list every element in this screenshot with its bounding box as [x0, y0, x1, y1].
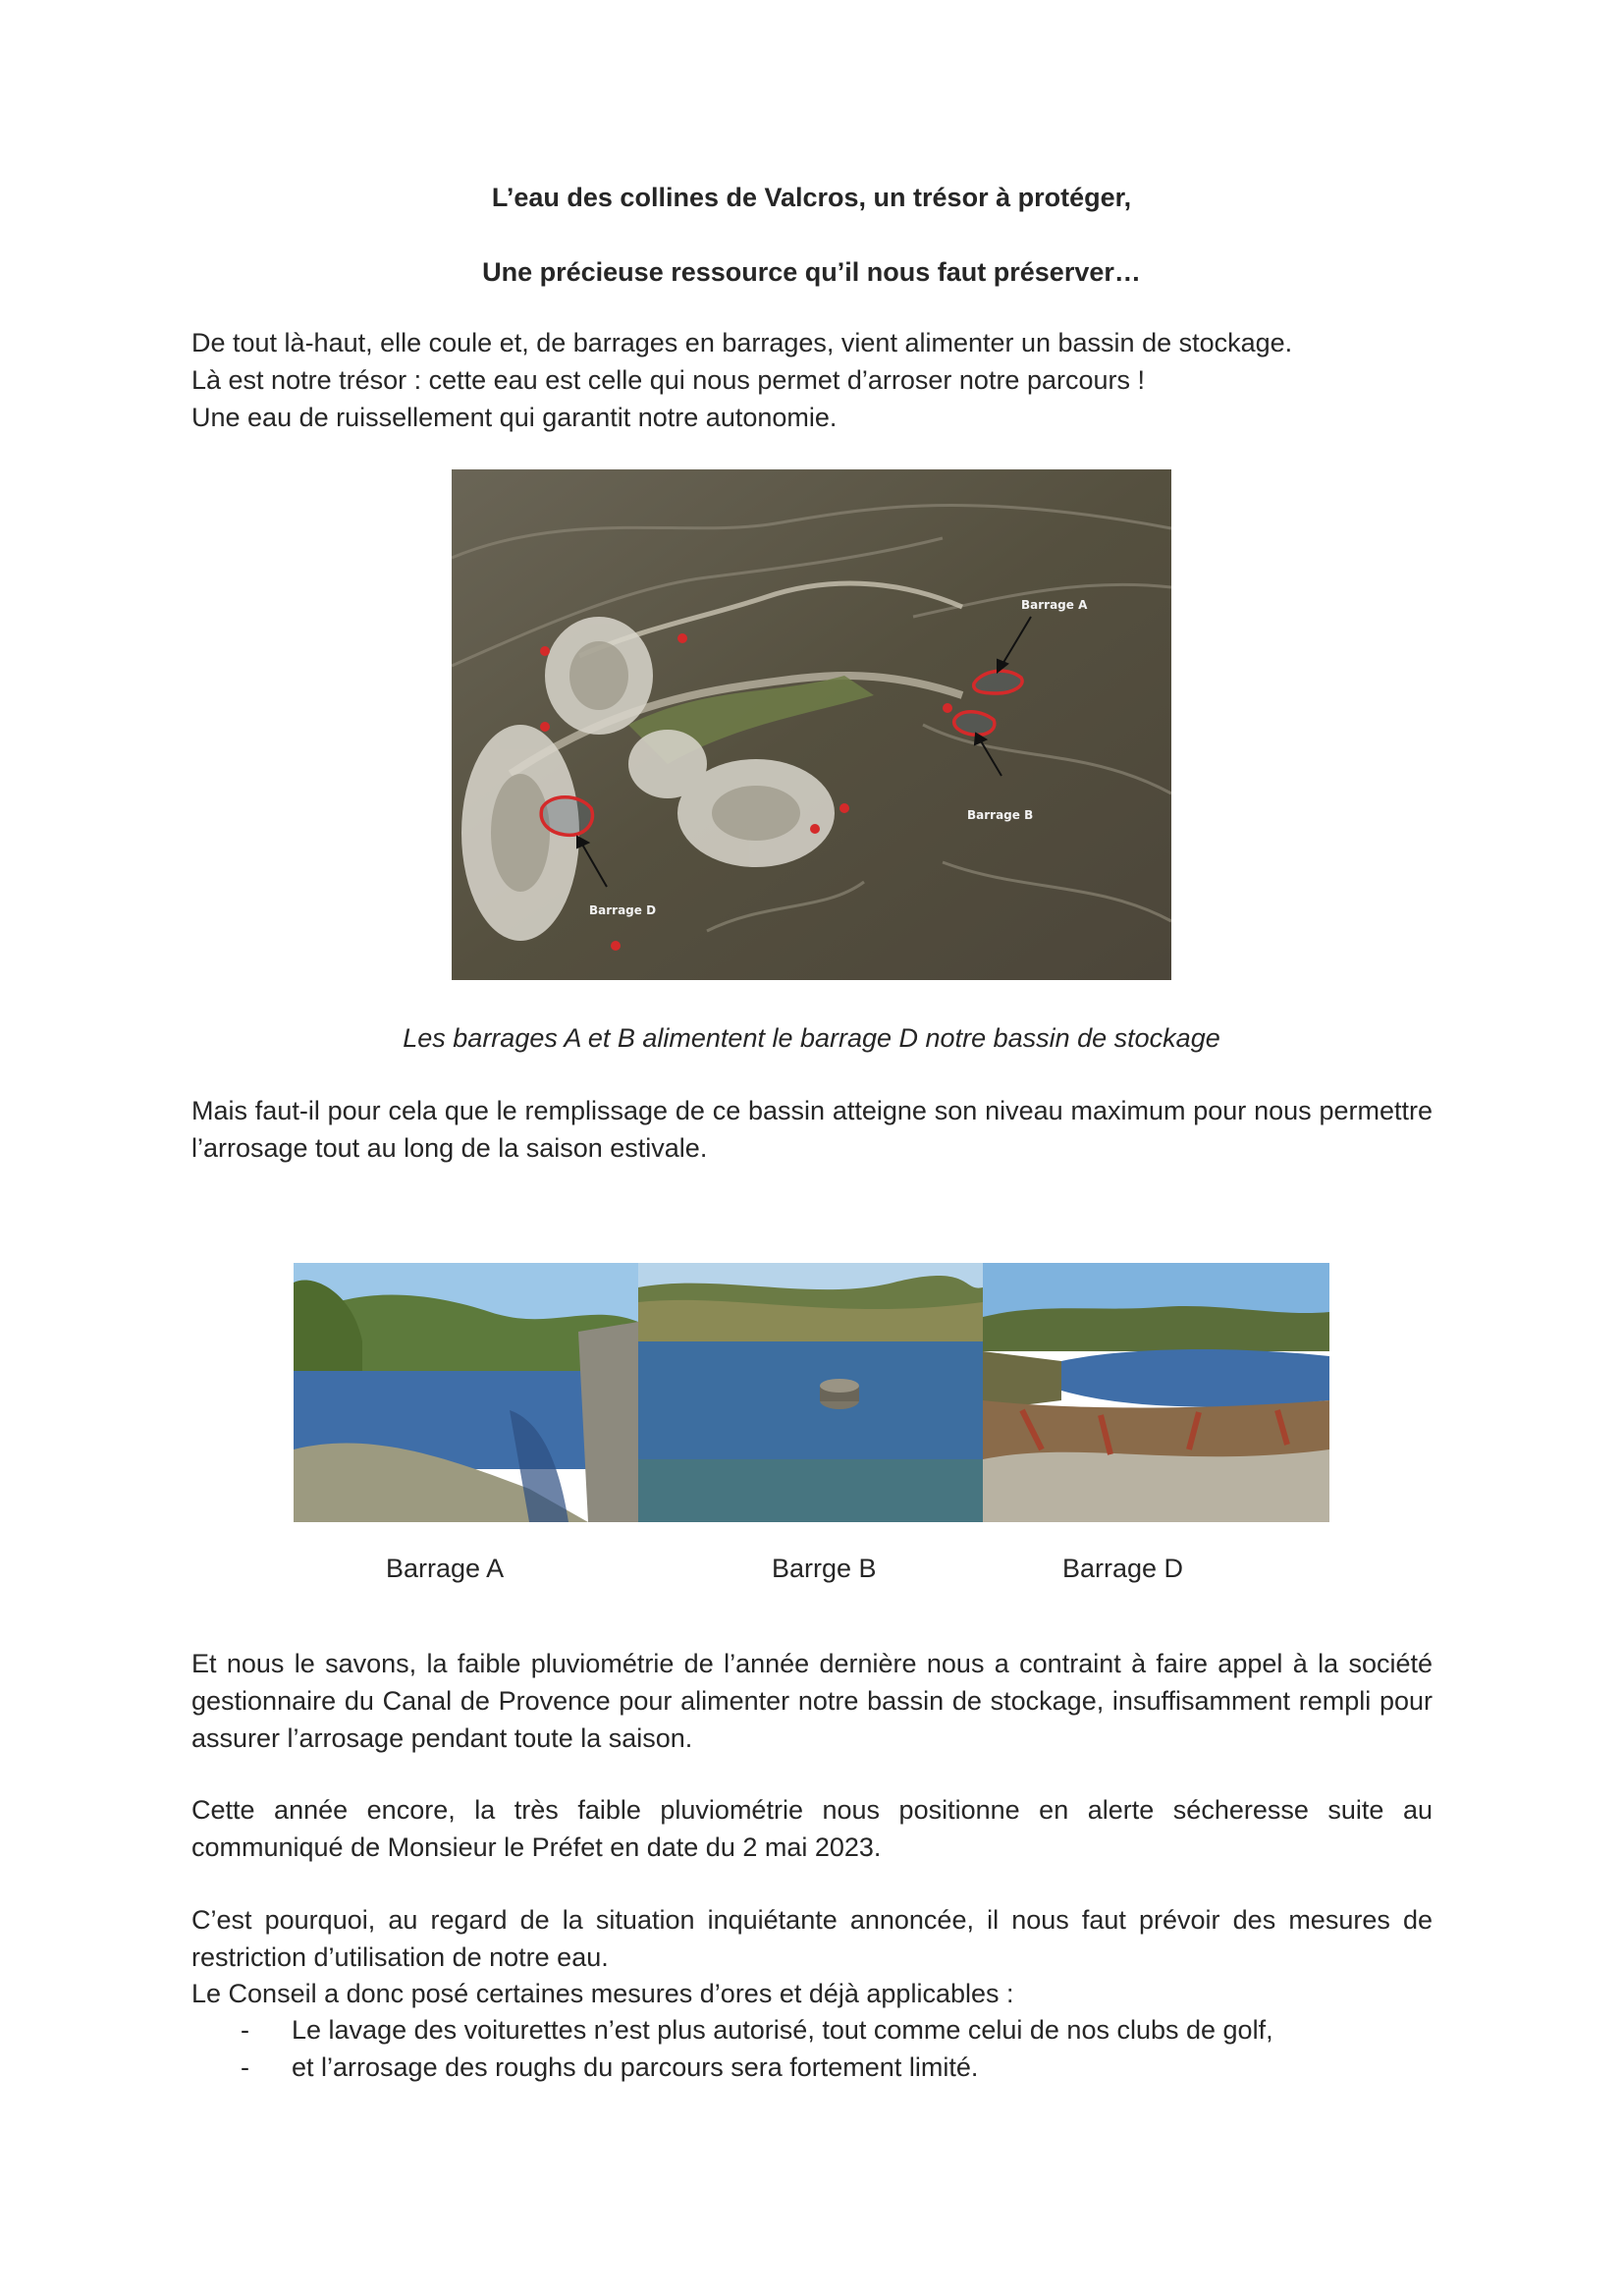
- intro-paragraph: [191, 324, 1433, 436]
- map-caption: Les barrages A et B alimentent le barrage D notre bassin de stockage: [403, 1023, 1220, 1053]
- map-label-barrage-b: Barrage B: [967, 808, 1034, 822]
- photo-barrage-a: [294, 1263, 638, 1522]
- reservoir-photos: [294, 1263, 1329, 1522]
- document-subtitle: Une précieuse ressource qu’il nous faut préserver…: [482, 257, 1141, 287]
- bullet-dash: -: [241, 2052, 249, 2082]
- list-item-text: et l’arrosage des roughs du parcours sera fortement limité.: [292, 2052, 979, 2082]
- photo-label-barrage-d: Barrage D: [1062, 1554, 1184, 1583]
- photo-label-barrage-a: Barrage A: [386, 1554, 505, 1583]
- aerial-map-drawing: [452, 469, 1171, 980]
- paragraph-restriction: C’est pourquoi, au regard de la situation inquiétante annoncée, il nous faut prévoir des mesures de restriction d’utilisation de notre eau.: [191, 1905, 1433, 1972]
- measures-list: [241, 2011, 1273, 2086]
- document-title: L’eau des collines de Valcros, un trésor à protéger,: [491, 183, 1132, 212]
- photo-barrage-b: [638, 1263, 983, 1522]
- map-label-barrage-a: Barrage A: [1021, 598, 1088, 612]
- paragraph-last-year: Et nous le savons, la faible pluviométrie de l’année dernière nous a contraint à faire appel à la société gestionnaire du Canal de Provence pour alimenter notre bassin de stockage, insuffisamment rempli pour assurer l’arrosage pendant toute la saison.: [191, 1649, 1433, 1753]
- bullet-dash: -: [241, 2015, 249, 2045]
- map-label-barrage-d: Barrage D: [589, 903, 657, 917]
- paragraph-this-year: Cette année encore, la très faible pluviométrie nous positionne en alerte sécheresse suite au communiqué de Monsieur le Préfet en date du 2 mai 2023.: [191, 1795, 1433, 1862]
- list-item: [241, 2049, 1273, 2086]
- list-item-text: Le lavage des voiturettes n’est plus autorisé, tout comme celui de nos clubs de golf,: [292, 2015, 1273, 2045]
- photo-barrage-d: [983, 1263, 1329, 1522]
- aerial-map-image: [452, 469, 1171, 980]
- intro-line: De tout là-haut, elle coule et, de barrages en barrages, vient alimenter un bassin de stockage.: [191, 328, 1293, 357]
- intro-line: Là est notre trésor : cette eau est celle qui nous permet d’arroser notre parcours !: [191, 365, 1145, 395]
- paragraph-council: Le Conseil a donc posé certaines mesures d’ores et déjà applicables :: [191, 1979, 1014, 2008]
- paragraph-fill-level: Mais faut-il pour cela que le remplissage de ce bassin atteigne son niveau maximum pour nous permettre l’arrosage tout au long de la saison estivale.: [191, 1096, 1433, 1163]
- list-item: [241, 2011, 1273, 2049]
- photo-label-barrage-b: Barrge B: [772, 1554, 877, 1583]
- intro-line: Une eau de ruissellement qui garantit notre autonomie.: [191, 403, 838, 432]
